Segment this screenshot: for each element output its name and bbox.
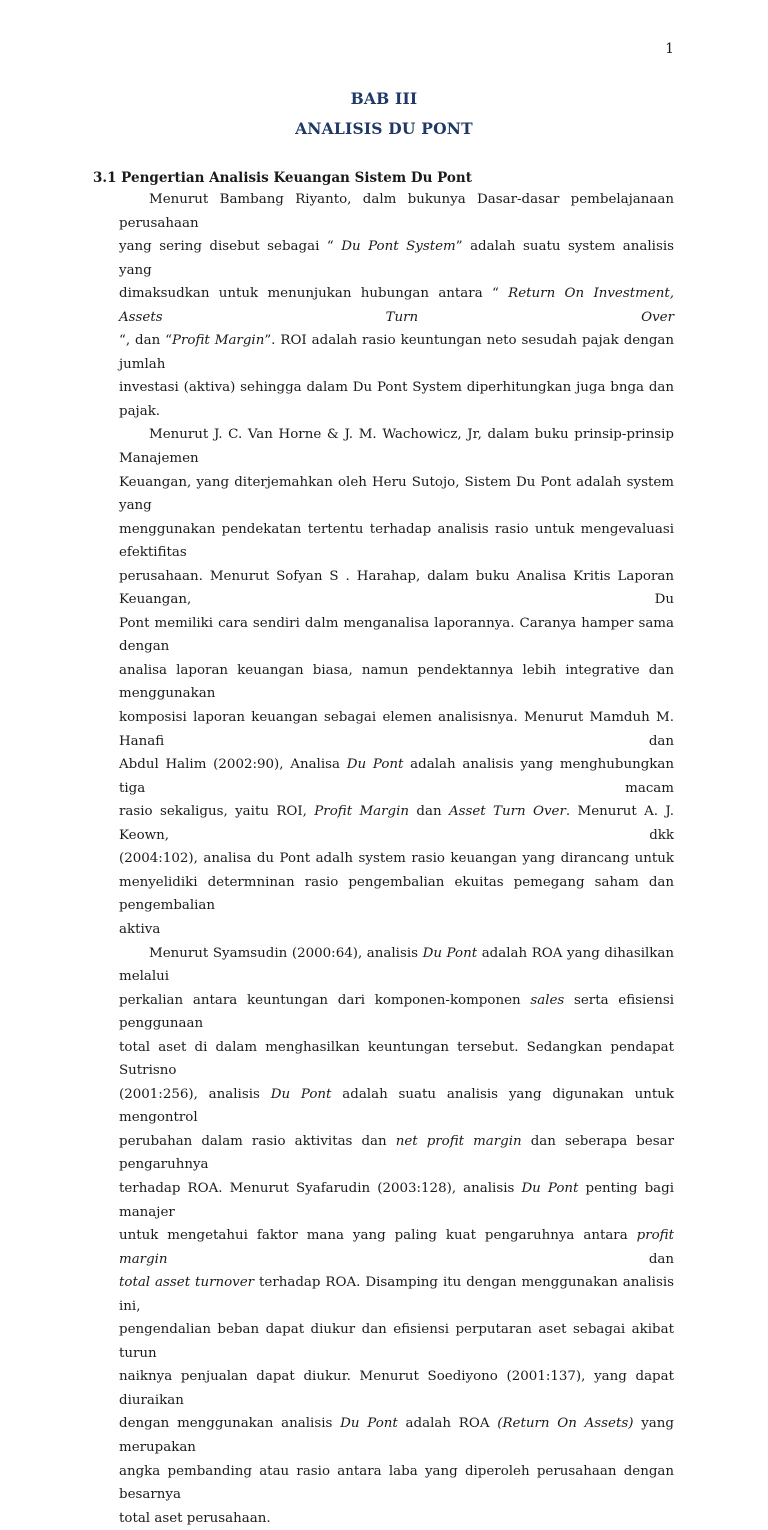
italic-run: Du Pont xyxy=(521,1181,578,1196)
italic-run: Du Pont xyxy=(340,1416,398,1431)
text-run: perkalian antara keuntungan dari komponen-komponen xyxy=(119,993,530,1008)
text-run: adalah ROA xyxy=(398,1416,497,1431)
text-line xyxy=(119,1177,674,1224)
text-line xyxy=(119,1271,674,1318)
text-run: yang merupakan xyxy=(119,1416,674,1455)
text-run: adalah ROA yang dihasilkan melalui xyxy=(119,946,674,985)
italic-run: net profit margin xyxy=(396,1134,522,1149)
text-run: dengan menggunakan analisis xyxy=(119,1416,340,1431)
text-run: ” adalah suatu system analisis yang xyxy=(119,239,674,278)
text-line xyxy=(119,1318,674,1365)
text-line xyxy=(119,1412,674,1459)
text-run: Abdul Halim (2002:90), Analisa xyxy=(119,757,347,772)
italic-run: Du Pont xyxy=(423,946,478,961)
text-run: “, dan “ xyxy=(119,333,172,348)
text-line xyxy=(119,942,674,989)
text-run: total aset di dalam menghasilkan keuntungan tersebut. Sedangkan pendapat Sutrisno xyxy=(119,1040,674,1079)
text-line xyxy=(119,918,674,942)
text-run: perubahan dalam rasio aktivitas dan xyxy=(119,1134,396,1149)
text-run: dan xyxy=(409,804,449,819)
text-run: untuk mengetahui faktor mana yang paling kuat pengaruhnya antara xyxy=(119,1228,637,1243)
italic-run: total asset turnover xyxy=(119,1275,254,1290)
text-run: dan seberapa besar pengaruhnya xyxy=(119,1134,674,1173)
text-run: pengendalian beban dapat diukur dan efisiensi perputaran aset sebagai akibat turun xyxy=(119,1322,674,1361)
italic-run: Profit Margin xyxy=(314,804,409,819)
text-line xyxy=(119,989,674,1036)
text-run: Keuangan, yang diterjemahkan oleh Heru Sutojo, Sistem Du Pont adalah system yang xyxy=(119,475,674,514)
section-heading: 3.1 Pengertian Analisis Keuangan Sistem Du Pont xyxy=(93,170,472,186)
text-run: terhadap ROA. Disamping itu dengan menggunakan analisis ini, xyxy=(119,1275,674,1314)
chapter-subtitle: ANALISIS DU PONT xyxy=(0,119,768,138)
paragraph xyxy=(119,188,674,423)
text-line xyxy=(119,329,674,376)
text-run: angka pembanding atau rasio antara laba yang diperoleh perusahaan dengan besarnya xyxy=(119,1464,674,1503)
text-run: perusahaan. Menurut Sofyan S . Harahap, dalam buku Analisa Kritis Laporan Keuangan, Du xyxy=(119,569,674,608)
italic-run: Du Pont xyxy=(347,757,404,772)
text-line xyxy=(119,1036,674,1083)
text-line xyxy=(119,847,674,871)
paragraph xyxy=(119,423,674,941)
text-line xyxy=(119,753,674,800)
text-run: ”. ROI adalah rasio keuntungan neto sesudah pajak dengan jumlah xyxy=(119,333,674,372)
text-line xyxy=(119,518,674,565)
italic-run: Du Pont xyxy=(271,1087,332,1102)
text-run: serta efisiensi penggunaan xyxy=(119,993,674,1032)
text-run: Pont memiliki cara sendiri dalm menganalisa laporannya. Caranya hamper sama dengan xyxy=(119,616,674,655)
text-line xyxy=(119,1365,674,1412)
italic-run: (Return On Assets) xyxy=(497,1416,633,1431)
text-line xyxy=(119,282,674,329)
text-run: naiknya penjualan dapat diukur. Menurut Soediyono (2001:137), yang dapat diuraikan xyxy=(119,1369,674,1408)
paragraph xyxy=(119,942,674,1530)
text-line xyxy=(119,471,674,518)
text-run: adalah analisis yang menghubungkan tiga macam xyxy=(119,757,674,796)
text-line xyxy=(119,188,674,235)
text-run: (2001:256), analisis xyxy=(119,1087,271,1102)
text-run: (2004:102), analisa du Pont adalh system rasio keuangan yang dirancang untuk xyxy=(119,851,674,866)
text-run: total aset perusahaan. xyxy=(119,1511,271,1526)
text-run: rasio sekaligus, yaitu ROI, xyxy=(119,804,314,819)
text-run: yang sering disebut sebagai “ xyxy=(119,239,341,254)
text-run: analisa laporan keuangan biasa, namun pendektannya lebih integrative dan menggunakan xyxy=(119,663,674,702)
italic-run: sales xyxy=(530,993,564,1008)
text-run: aktiva xyxy=(119,922,160,937)
text-line xyxy=(119,1130,674,1177)
text-line xyxy=(119,1083,674,1130)
body-text xyxy=(119,188,674,1530)
text-run: komposisi laporan keuangan sebagai elemen analisisnya. Menurut Mamduh M. Hanafi dan xyxy=(119,710,674,749)
text-run: dan xyxy=(168,1252,674,1267)
italic-run: profit margin xyxy=(119,1228,674,1267)
page-number: 1 xyxy=(665,41,674,57)
text-run: penting bagi manajer xyxy=(119,1181,674,1220)
text-line xyxy=(119,1224,674,1271)
text-line xyxy=(119,1460,674,1507)
text-run: Menurut Syamsudin (2000:64), analisis xyxy=(149,946,423,961)
italic-run: Du Pont System xyxy=(341,239,456,254)
text-line xyxy=(119,376,674,423)
text-line xyxy=(119,706,674,753)
text-run: Menurut Bambang Riyanto, dalm bukunya Dasar-dasar pembelajanaan perusahaan xyxy=(119,192,674,231)
text-line xyxy=(119,800,674,847)
italic-run: Return On Investment, Assets Turn Over xyxy=(119,286,674,325)
text-line xyxy=(119,871,674,918)
text-run: dimaksudkan untuk menunjukan hubungan antara “ xyxy=(119,286,508,301)
text-line xyxy=(119,1507,674,1530)
text-run: menggunakan pendekatan tertentu terhadap analisis rasio untuk mengevaluasi efektifitas xyxy=(119,522,674,561)
text-run: . Menurut A. J. Keown, dkk xyxy=(119,804,674,843)
text-line xyxy=(119,565,674,612)
text-run: investasi (aktiva) sehingga dalam Du Pont System diperhitungkan juga bnga dan pajak. xyxy=(119,380,674,419)
text-run: Menurut J. C. Van Horne & J. M. Wachowicz, Jr, dalam buku prinsip-prinsip Manajemen xyxy=(119,427,674,466)
italic-run: Profit Margin xyxy=(172,333,264,348)
text-line xyxy=(119,659,674,706)
text-line xyxy=(119,235,674,282)
italic-run: Asset Turn Over xyxy=(449,804,566,819)
text-run: adalah suatu analisis yang digunakan untuk mengontrol xyxy=(119,1087,674,1126)
text-run: terhadap ROA. Menurut Syafarudin (2003:128), analisis xyxy=(119,1181,521,1196)
text-line xyxy=(119,612,674,659)
chapter-title: BAB III xyxy=(0,89,768,108)
text-line xyxy=(119,423,674,470)
text-run: menyelidiki determninan rasio pengembalian ekuitas pemegang saham dan pengembalian xyxy=(119,875,674,914)
